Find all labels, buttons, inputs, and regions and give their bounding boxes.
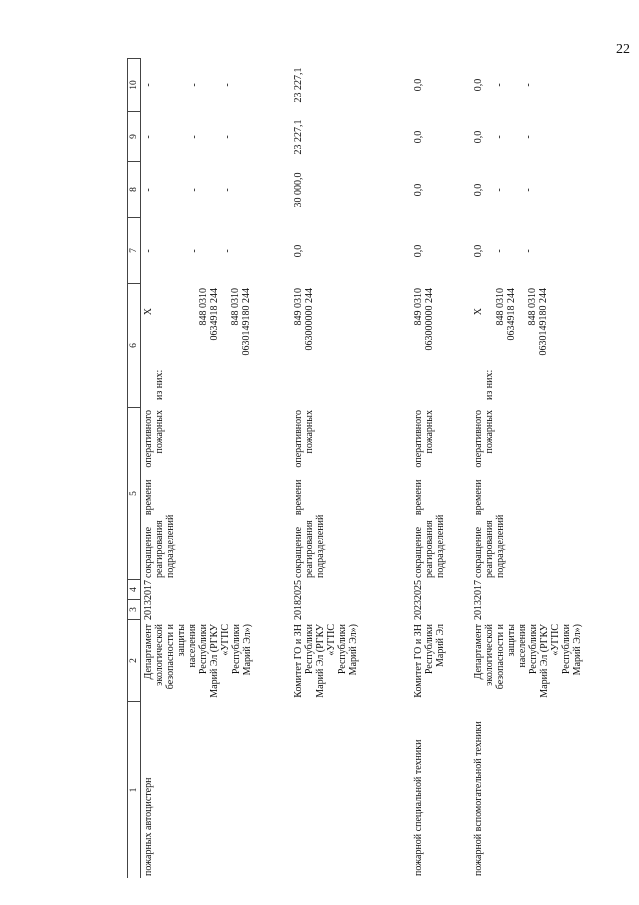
program-activities-table <box>127 58 627 878</box>
value-cell: - <box>143 83 154 87</box>
value-col-7 <box>141 218 291 284</box>
code-sub-label: из них: <box>154 369 165 400</box>
value-cell: - <box>143 249 154 253</box>
column-number-4: 4 <box>127 580 141 600</box>
value-col-9: 23 227,1 <box>293 119 304 155</box>
value-col-10: 0,0 <box>413 78 424 92</box>
responsible-organization: Комитет ГО и ЗН Республики Марий Эл (РГКУ «УГПС Республики Марий Эл») <box>293 624 359 698</box>
value-cell: - <box>523 249 534 253</box>
start-year: 2018 <box>293 600 304 620</box>
value-cell: - <box>222 83 233 87</box>
value-cell: - <box>143 188 154 192</box>
budget-code: 849 0310 <box>293 288 304 326</box>
rotated-table-container <box>127 58 627 878</box>
budget-classification-codes <box>141 284 291 408</box>
value-col-8 <box>471 162 621 218</box>
value-cell: 0,0 <box>473 130 484 144</box>
value-cell: - <box>189 188 200 192</box>
value-cell: - <box>523 83 534 87</box>
value-cell: - <box>222 249 233 253</box>
value-cell: 0,0 <box>473 244 484 258</box>
value-col-10 <box>471 58 621 112</box>
budget-code: 848 0310 <box>495 288 506 326</box>
budget-code: 848 0310 <box>527 288 538 326</box>
value-col-9 <box>471 112 621 162</box>
value-cell: 0,0 <box>473 78 484 92</box>
budget-code: 0634918 244 <box>506 288 517 341</box>
code-sub-label: из них: <box>484 369 495 400</box>
activity-name <box>291 702 411 878</box>
value-col-7: 0,0 <box>413 244 424 258</box>
budget-classification-codes <box>291 284 411 408</box>
page-number: 22 <box>616 42 630 57</box>
value-cell: - <box>222 135 233 139</box>
activity-name: пожарной специальной техники <box>413 739 424 876</box>
budget-classification-codes <box>411 284 471 408</box>
value-cell: - <box>222 188 233 192</box>
column-number-7: 7 <box>127 218 141 284</box>
value-cell: - <box>523 135 534 139</box>
value-cell: - <box>523 188 534 192</box>
column-number-10: 10 <box>127 58 141 112</box>
end-year: 2025 <box>293 580 304 600</box>
value-cell: - <box>189 249 200 253</box>
value-cell: - <box>189 83 200 87</box>
end-year: 2017 <box>143 580 154 600</box>
budget-code: 0630149180 244 <box>241 288 252 356</box>
activity-name: пожарных автоцистерн <box>143 777 154 876</box>
value-col-10: 23 227,1 <box>293 67 304 103</box>
value-cell: - <box>143 135 154 139</box>
value-col-8: 0,0 <box>413 183 424 197</box>
column-number-9: 9 <box>127 112 141 162</box>
value-col-7 <box>471 218 621 284</box>
responsible-organization: Комитет ГО и ЗН Республики Марий Эл <box>413 624 446 698</box>
value-col-9: 0,0 <box>413 130 424 144</box>
start-year: 2013 <box>143 600 154 620</box>
column-number-3: 3 <box>127 600 141 620</box>
budget-code: 063000000 244 <box>304 288 315 351</box>
column-number-6: 6 <box>127 284 141 408</box>
start-year: 2023 <box>413 600 424 620</box>
budget-code: 848 0310 <box>198 288 209 326</box>
expected-result: сокращение времени оперативного реагирования пожарных подразделений <box>413 410 446 578</box>
end-year: 2017 <box>473 580 484 600</box>
budget-code: 848 0310 <box>230 288 241 326</box>
budget-code: 849 0310 <box>413 288 424 326</box>
value-cell: 0,0 <box>473 183 484 197</box>
value-cell: - <box>494 135 505 139</box>
column-number-1: 1 <box>127 702 141 878</box>
code-marker: X <box>143 308 154 316</box>
expected-result: сокращение времени оперативного реагирования пожарных подразделений <box>293 410 326 578</box>
value-col-8: 30 000,0 <box>293 172 304 208</box>
budget-code: 063000000 244 <box>424 288 435 351</box>
code-marker: X <box>473 308 484 316</box>
value-col-9 <box>141 112 291 162</box>
start-year: 2013 <box>473 600 484 620</box>
expected-result: сокращение времени оперативного реагирования пожарных подразделений <box>473 410 506 578</box>
budget-classification-codes <box>471 284 621 408</box>
value-col-10 <box>141 58 291 112</box>
end-year: 2025 <box>413 580 424 600</box>
value-cell: - <box>494 83 505 87</box>
value-cell: - <box>189 135 200 139</box>
column-number-8: 8 <box>127 162 141 218</box>
column-number-5: 5 <box>127 408 141 580</box>
responsible-organization: Департамент экологической безопасности и защиты населения Республики Марий Эл (РГКУ «УГПС Республики Марий Эл») <box>473 624 583 698</box>
activity-name: пожарной вспомогательной техники <box>473 721 484 876</box>
budget-code: 0634918 244 <box>209 288 220 341</box>
responsible-organization: Департамент экологической безопасности и защиты населения Республики Марий Эл (РГКУ «УГПС Республики Марий Эл») <box>143 624 253 698</box>
value-col-8 <box>141 162 291 218</box>
column-number-2: 2 <box>127 620 141 702</box>
value-cell: - <box>494 249 505 253</box>
value-col-7: 0,0 <box>293 244 304 258</box>
value-cell: - <box>494 188 505 192</box>
expected-result: сокращение времени оперативного реагирования пожарных подразделений <box>143 410 176 578</box>
budget-code: 0630149180 244 <box>538 288 549 356</box>
